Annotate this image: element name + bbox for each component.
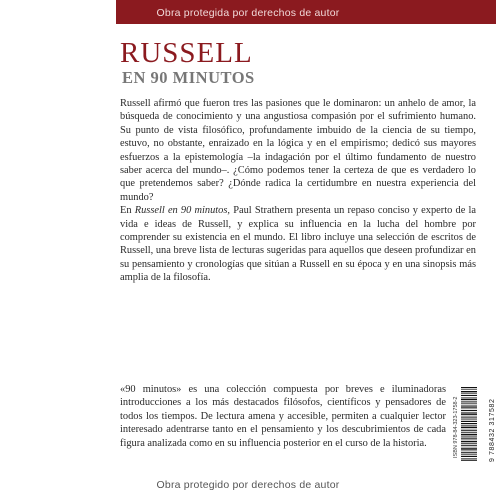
book-title: RUSSELL bbox=[120, 37, 253, 69]
book-description bbox=[120, 97, 476, 285]
barcode-digits: 9 788432 317582 bbox=[489, 398, 496, 462]
paragraph-2-rest: Paul Strathern presenta un repaso conciso y experto de la vida e ideas de Russell, y explica su influencia en la lucha del hombre por comprender su existencia en el mundo. El libro incluye una selección de escritos de Russell, una breve lista de lecturas sugeridas para aquellos que deseen profundizar en su pensamiento y cronologías que sitúan a Russell en su época y en una sinopsis más amplia de la filosofía. bbox=[120, 205, 477, 284]
book-title-italic: Russell en 90 minutos, bbox=[134, 205, 231, 217]
barcode-icon bbox=[461, 386, 477, 462]
isbn-label: ISBN 978-84-323-1758-2 bbox=[453, 396, 459, 458]
series-blurb: «90 minutos» es una colección compuesta por breves e iluminadoras introducciones a los más destacados filósofos, científicos y pensadores de todos los tiempos. De lectura amena y accesible, permiten a cualquier lector interesado adentrarse tanto en el pensamiento y los descubrimientos de cada figura analizada como en su influencia posterior en el curso de la historia. bbox=[120, 384, 446, 449]
top-watermark: Obra protegida por derechos de autor bbox=[156, 7, 340, 19]
book-subtitle: EN 90 MINUTOS bbox=[122, 68, 255, 87]
paragraph-2-lead: En bbox=[120, 205, 135, 217]
description-paragraph-1: Russell afirmó que fueron tres las pasiones que le dominaron: un anhelo de amor, la búsqueda de conocimiento y una angustiosa compasión por el sufrimiento humano. Su punto de vista filosófico, profundamente imbuido de la ciencia de su tiempo, estuvo, no obstante, enraizado en la lógica y en el empirismo; dedicó sus mayores esfuerzos a la epistemología –la indagación por el último fundamento de nuestro saber acerca del mundo–. ¿Cómo podemos tener la certeza de que es verdadero lo que pretendemos saber? ¿Dónde radica la certidumbre en nuestra experiencia del mundo? bbox=[120, 98, 476, 203]
description-paragraph-2 bbox=[120, 204, 476, 284]
bottom-watermark: Obra protegido por derechos de autor bbox=[156, 479, 340, 491]
